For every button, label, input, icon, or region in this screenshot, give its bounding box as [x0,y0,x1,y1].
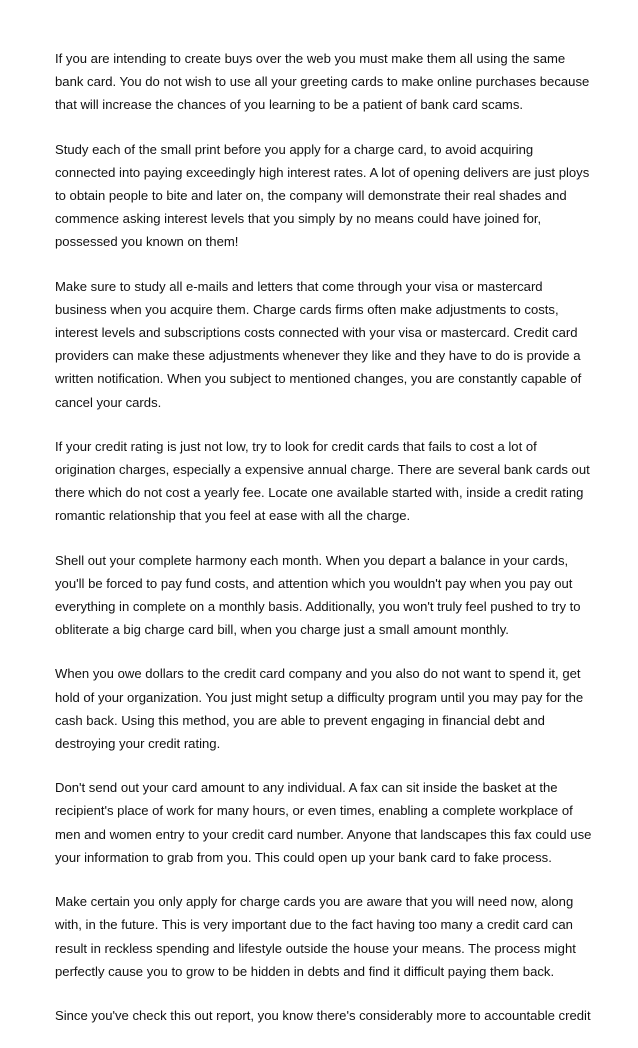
text-line: If you are intending to create buys over the web you must make them all using the same [55,51,566,66]
text-line: to obtain people to bite and later on, the company will demonstrate their real shades and [55,188,567,204]
text-line: If your credit rating is just not low, try to look for credit cards that fails to cost a lot of [55,438,537,454]
paragraph [55,47,590,117]
text-line: Don't send out your card amount to any individual. A fax can sit inside the basket at the [55,780,558,796]
text-line: bank card. You do not wish to use all your greeting cards to make online purchases because [55,74,590,90]
text-line: Study each of the small print before you apply for a charge card, to avoid acquiring [55,141,534,157]
paragraph [55,138,590,254]
text-line: hold of your organization. You just might setup a difficulty program until you may pay for the [55,689,584,705]
text-line: destroying your credit rating. [55,736,221,752]
text-line: Shell out your complete harmony each month. When you depart a balance in your cards, [55,552,569,568]
text-line: possessed you known on them! [55,234,239,250]
text-line: providers can make these adjustments whenever they like and they have to do is provide a [55,348,581,364]
text-line: there which do not cost a yearly fee. Locate one available started with, inside a credit rating [55,485,584,501]
text-line: men and women entry to your credit card number. Anyone that landscapes this fax could use [55,826,592,842]
text-line: everything in complete on a monthly basis. Additionally, you won't truly feel pushed to try to [55,599,581,615]
text-line: that will increase the chances of you learning to be a patient of bank card scams. [55,97,524,113]
text-line: When you owe dollars to the credit card company and you also do not want to spend it, get [55,666,581,682]
text-line: interest levels and subscriptions costs connected with your visa or mastercard. Credit card [55,325,578,341]
paragraph [55,776,592,869]
paragraph [55,549,587,642]
text-line: Make certain you only apply for charge cards you are aware that you will need now, along [55,894,574,910]
text-line: with, in the future. This is very important due to the fact having too many a credit card can [55,917,573,933]
text-line: obliterate a big charge card bill, when you charge just a small amount monthly. [55,622,509,638]
text-line: connected into paying exceedingly high interest rates. A lot of opening delivers are just ploys [55,164,590,180]
text-line: cancel your cards. [55,394,162,410]
text-line: you'll be forced to pay fund costs, and attention which you wouldn't pay when you pay out [55,575,573,591]
text-line: commence asking interest levels that you simply by no means could have joined for, [55,211,542,227]
text-line: your information to grab from you. This could open up your bank card to fake process. [55,849,552,865]
text-line: business when you acquire them. Charge cards firms often make adjustments to costs, [55,301,559,317]
text-line: result in reckless spending and lifestyle outside the house your means. The process might [55,940,576,956]
document-body [55,47,592,1048]
text-line: written notification. When you subject to mentioned changes, you are constantly capable of [55,371,582,387]
text-line: Make sure to study all e-mails and letters that come through your visa or mastercard [55,278,543,294]
text-line: recipient's place of work for many hours, or even times, enabling a complete workplace of [55,803,573,819]
text-line: origination charges, especially a expensive annual charge. There are several bank cards out [55,462,590,478]
text-line: Since you've check this out report, you know there's considerably more to accountable credit [55,1007,591,1023]
paragraph [55,1004,591,1027]
paragraph [55,662,587,755]
text-line: cash back. Using this method, you are able to prevent engaging in financial debt and [55,712,545,728]
paragraph [55,890,587,983]
text-line: romantic relationship that you feel at ease with all the charge. [55,508,411,524]
text-line: perfectly cause you to grow to be hidden in debts and find it difficult paying them back. [55,963,555,979]
paragraph [55,435,590,528]
paragraph [55,275,587,414]
